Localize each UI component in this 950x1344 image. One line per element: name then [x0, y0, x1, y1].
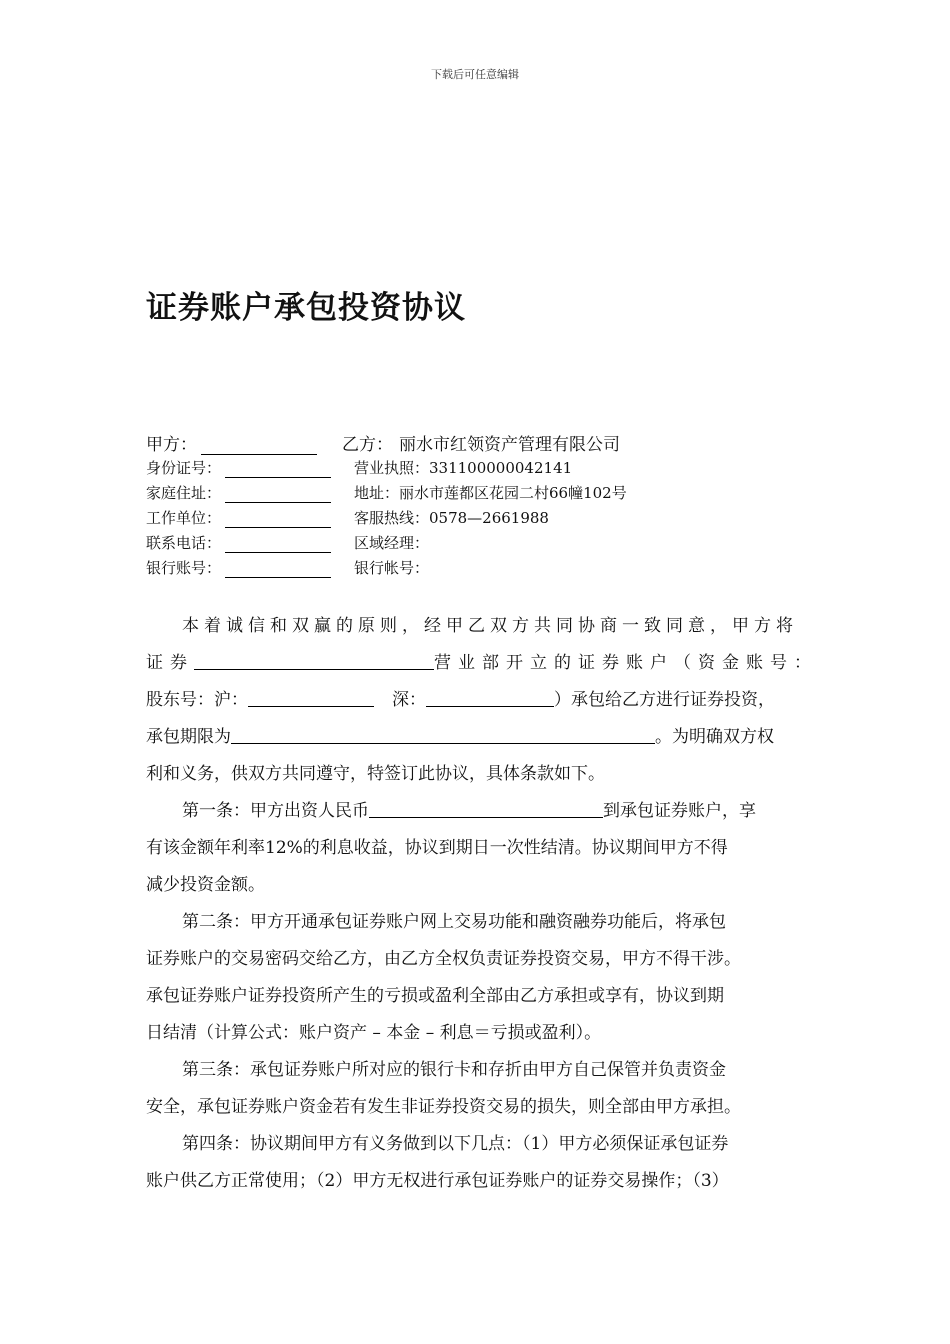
sh-account-blank	[248, 686, 374, 707]
party-a-field	[146, 532, 331, 553]
paragraph-line: 承包期限为 。为明确双方权	[146, 719, 814, 756]
field-blank	[225, 461, 331, 478]
field-label: 工作单位：	[146, 509, 222, 527]
field-label: 身份证号：	[146, 459, 222, 477]
party-row	[146, 457, 826, 482]
article-1-line: 有该金额年利率12%的利息收益，协议到期日一次性结清。协议期间甲方不得	[146, 838, 728, 858]
parties-block	[146, 430, 826, 582]
paragraph-line: 股东号：沪： 深： ）承包给乙方进行证券投资，	[146, 682, 814, 719]
field-blank	[225, 486, 331, 503]
field-blank	[225, 511, 331, 528]
article-4-line: 第四条：协议期间甲方有义务做到以下几点：（1）甲方必须保证承包证券	[182, 1134, 729, 1154]
party-a-field	[146, 457, 331, 478]
party-a-label: 甲方：	[146, 435, 197, 455]
article-1-line: 第一条：甲方出资人民币 到承包证券账户，享	[146, 793, 814, 830]
sz-account-blank	[426, 686, 554, 707]
article-4-line: 账户供乙方正常使用；（2）甲方无权进行承包证券账户的证券交易操作；（3）	[146, 1171, 729, 1191]
party-a-field	[146, 557, 331, 578]
party-a-field	[146, 507, 331, 528]
party-b-field: 银行帐号：	[354, 559, 430, 577]
party-a	[146, 430, 317, 455]
article-3-line: 第三条：承包证券账户所对应的银行卡和存折由甲方自己保管并负责资金	[182, 1060, 726, 1080]
party-row	[146, 430, 826, 457]
agreement-body	[146, 608, 818, 1200]
party-b-name: 丽水市红领资产管理有限公司	[399, 435, 620, 455]
amount-blank	[369, 797, 603, 818]
party-row	[146, 482, 826, 507]
paragraph-line: 证券 营业部开立的证券账户（资金账号：	[146, 645, 814, 682]
field-label: 银行账号：	[146, 559, 222, 577]
article-2-line: 日结清（计算公式：账户资产 – 本金 – 利息＝亏损或盈利）。	[146, 1023, 602, 1043]
party-b-field: 营业执照：331100000042141	[354, 459, 573, 477]
field-blank	[225, 561, 331, 578]
article-1-line: 减少投资金额。	[146, 875, 265, 895]
article-2-line: 承包证券账户证券投资所产生的亏损或盈利全部由乙方承担或享有，协议到期	[146, 986, 724, 1006]
party-b-field: 客服热线：0578—2661988	[354, 509, 549, 527]
party-a-blank	[201, 438, 317, 455]
field-blank	[225, 536, 331, 553]
party-a-field	[146, 482, 331, 503]
party-b-field: 地址：丽水市莲都区花园二村66幢102号	[354, 484, 627, 502]
field-label: 联系电话：	[146, 534, 222, 552]
party-b-label: 乙方：	[342, 435, 393, 455]
party-row	[146, 532, 826, 557]
paragraph-line: 本着诚信和双赢的原则，经甲乙双方共同协商一致同意，甲方将	[182, 616, 798, 636]
article-2-line: 第二条：甲方开通承包证券账户网上交易功能和融资融券功能后，将承包	[182, 912, 726, 932]
document-title: 证券账户承包投资协议	[146, 290, 466, 326]
article-3-line: 安全，承包证券账户资金若有发生非证券投资交易的损失，则全部由甲方承担。	[146, 1097, 741, 1117]
party-b	[342, 430, 620, 455]
field-label: 家庭住址：	[146, 484, 222, 502]
article-2-line: 证券账户的交易密码交给乙方，由乙方全权负责证券投资交易，甲方不得干涉。	[146, 949, 741, 969]
paragraph-line: 利和义务，供双方共同遵守，特签订此协议，具体条款如下。	[146, 764, 605, 784]
term-blank	[231, 723, 655, 744]
party-row	[146, 507, 826, 532]
party-b-field: 区域经理：	[354, 534, 430, 552]
party-row	[146, 557, 826, 582]
brokerage-blank	[194, 649, 434, 670]
page-header-note: 下载后可任意编辑	[431, 68, 519, 81]
